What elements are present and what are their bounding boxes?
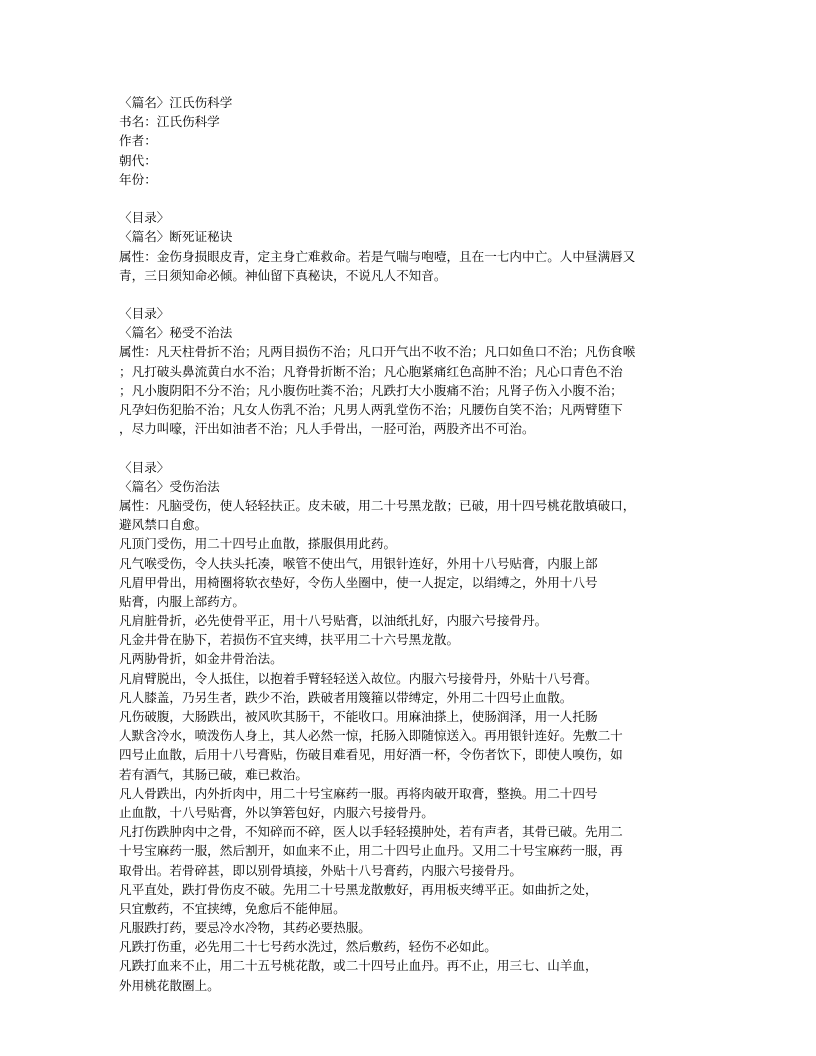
text-line: 四号止血散，后用十八号膏贴，伤破目难看见，用好酒一杯，令伤者饮下，即使人嗅伤，如 bbox=[119, 747, 623, 763]
section-gap bbox=[119, 438, 701, 457]
text-line: 凡平直处，跌打骨伤皮不破。先用二十号黑龙散敷好，再用板夹缚平正。如曲折之处， bbox=[119, 881, 598, 897]
dynasty-field: 朝代： bbox=[119, 152, 157, 168]
text-line: 青，三日须知命必倾。神仙留下真秘诀，不说凡人不知音。 bbox=[119, 267, 447, 283]
document-body bbox=[119, 93, 701, 995]
text-line: 凡打伤跌肿肉中之骨，不知碎而不碎，医人以手轻轻摸肿处，若有声者，其骨已破。先用二 bbox=[119, 824, 623, 840]
toc-label: 〈目录〉 bbox=[119, 459, 170, 475]
text-line: 属性：凡天柱骨折不治；凡两目损伤不治；凡口开气出不收不治；凡口如鱼口不治；凡伤食喉 bbox=[119, 344, 636, 360]
toc-label: 〈目录〉 bbox=[119, 210, 170, 226]
text-line: 十号宝麻药一服，然后割开，如血来不止，用二十四号止血丹。又用二十号宝麻药一服，再 bbox=[119, 843, 623, 859]
text-line: 凡人骨跌出，内外折肉中，用二十号宝麻药一服。再将肉破开取膏，整换。用二十四号 bbox=[119, 785, 598, 801]
text-line: 凡气喉受伤，令人扶头托凑，喉管不使出气，用银针连好，外用十八号贴膏，内服上部 bbox=[119, 555, 598, 571]
text-line: 凡跌打血来不止，用二十五号桃花散，或二十四号止血丹。再不止，用三七、山羊血， bbox=[119, 958, 598, 974]
sections-container bbox=[119, 189, 701, 995]
text-line: 凡肩臂脱出，令人抵住，以抱着手臂轻轻送入故位。内服六号接骨丹，外贴十八号膏。 bbox=[119, 670, 598, 686]
text-line: 凡金井骨在胁下，若损伤不宜夹缚，扶平用二十六号黑龙散。 bbox=[119, 632, 460, 648]
text-line: ，尽力叫嚎，汗出如油者不治；凡人手骨出，一胫可治，两股齐出不可治。 bbox=[119, 421, 535, 437]
text-line: 凡顶门受伤，用二十四号止血散，搽服俱用此药。 bbox=[119, 536, 397, 552]
text-line: 凡两胁骨折，如金井骨治法。 bbox=[119, 651, 283, 667]
chapter-tag: 〈篇名〉江氏伤科学 bbox=[119, 95, 233, 110]
text-line: 属性：金伤身损眼皮青，定主身亡难救命。若是气喘与咆噎，且在一七内中亡。人中昼满唇又 bbox=[119, 248, 636, 264]
text-line: 避风禁口自愈。 bbox=[119, 517, 208, 533]
section-title: 〈篇名〉断死证秘诀 bbox=[119, 229, 233, 245]
text-line: 凡人膝盖，乃另生者，跌少不治，跌破者用篾箍以带缚定，外用二十四号止血散。 bbox=[119, 689, 573, 705]
text-line: 贴膏，内服上部药方。 bbox=[119, 593, 245, 609]
author-field: 作者： bbox=[119, 133, 157, 149]
text-line: 若有酒气，其肠已破，难已救治。 bbox=[119, 766, 308, 782]
text-line: 凡跌打伤重，必先用二十七号药水洗过，然后敷药，轻伤不必如此。 bbox=[119, 939, 497, 955]
section-gap bbox=[119, 189, 701, 208]
toc-label: 〈目录〉 bbox=[119, 306, 170, 322]
text-line: 外用桃花散圈上。 bbox=[119, 977, 220, 993]
year-field: 年份： bbox=[119, 171, 157, 187]
text-line: 凡伤破腹，大肠跌出，被风吹其肠干，不能收口。用麻油搽上，使肠润泽，用一人托肠 bbox=[119, 709, 598, 724]
text-line: 凡肩脏骨折，必先使骨平正，用十八号贴膏，以油纸扎好，内服六号接骨丹。 bbox=[119, 613, 548, 629]
section-gap bbox=[119, 285, 701, 304]
section-title: 〈篇名〉秘受不治法 bbox=[119, 325, 233, 341]
text-line: 属性：凡脑受伤，使人轻轻扶正。皮未破，用二十号黑龙散；已破，用十四号桃花散填破口， bbox=[119, 497, 636, 513]
text-line: 止血散，十八号贴膏，外以笋箬包好，内服六号接骨丹。 bbox=[119, 804, 434, 820]
text-line: 取骨出。若骨碎甚，即以别骨填接，外贴十八号膏药，内服六号接骨丹。 bbox=[119, 862, 522, 878]
text-line: ；凡打破头鼻流黄白水不治；凡脊骨折断不治；凡心胞紧痛红色高肿不治；凡心口青色不治 bbox=[119, 363, 623, 379]
text-line: ；凡小腹阴阳不分不治；凡小腹伤吐粪不治；凡跌打大小腹痛不治；凡肾子伤入小腹不治； bbox=[119, 382, 623, 398]
text-line: 只宜敷药，不宜挟缚，免愈后不能伸屈。 bbox=[119, 900, 346, 916]
text-line: 凡服跌打药，要忌冷水冷物，其药必要热服。 bbox=[119, 920, 371, 936]
text-line: 人默含冷水，喷泼伤人身上，其人必然一惊，托肠入即随惊送入。再用银针连好。先敷二十 bbox=[119, 728, 623, 744]
section-title: 〈篇名〉受伤治法 bbox=[119, 478, 220, 494]
text-line: 凡眉甲骨出，用椅圈将软衣垫好，令伤人坐圈中，使一人捉定，以绢缚之，外用十八号 bbox=[119, 574, 598, 590]
text-line: 凡孕妇伤犯胎不治；凡女人伤乳不治；凡男人两乳堂伤不治；凡腰伤自笑不治；凡两臂堕下 bbox=[119, 402, 623, 417]
book-title: 书名：江氏伤科学 bbox=[119, 114, 220, 130]
